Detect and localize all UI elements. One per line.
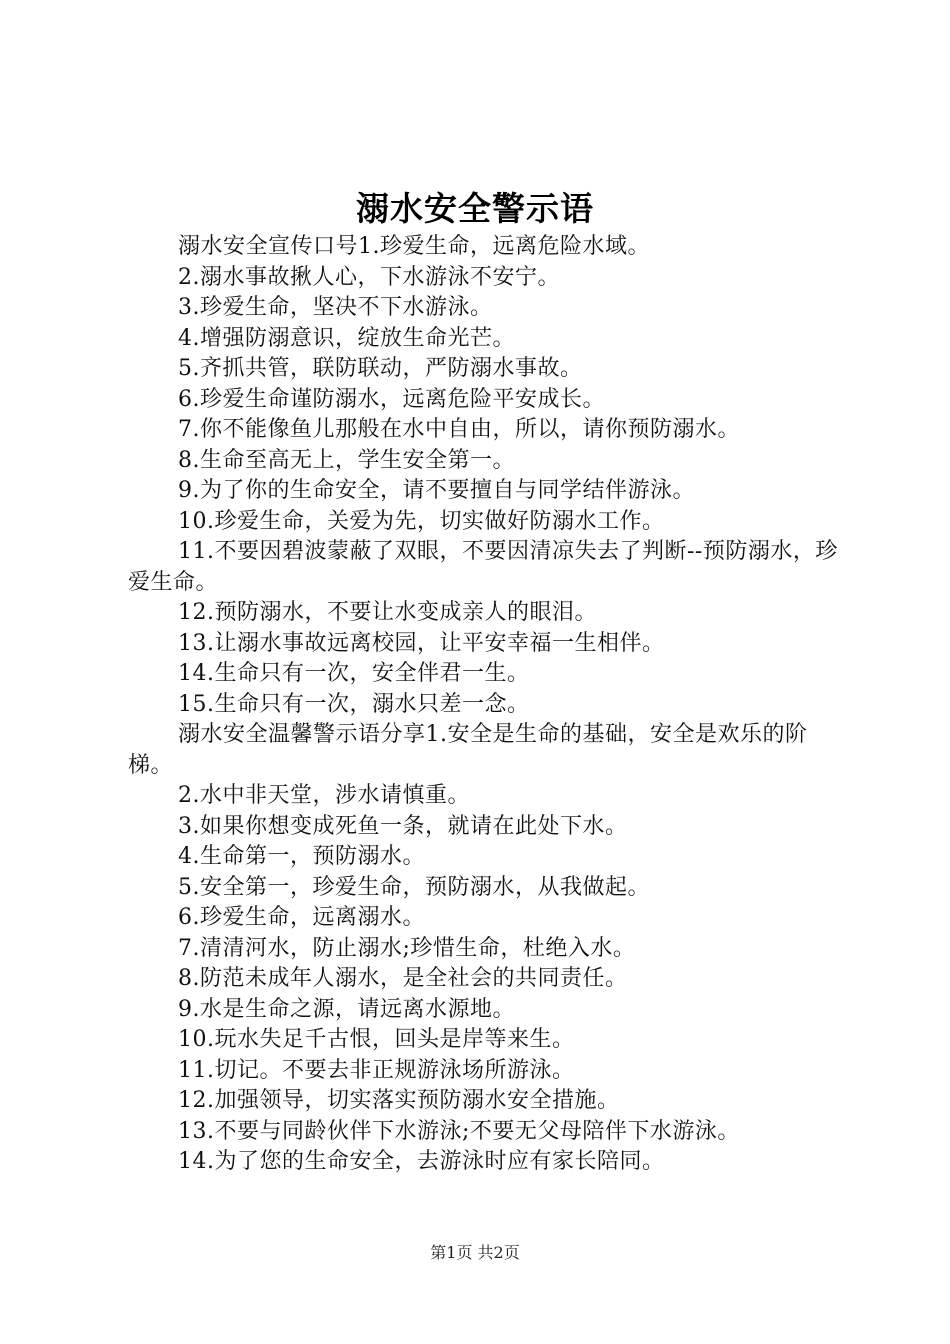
paragraph: 12.加强领导，切实落实预防溺水安全措施。 xyxy=(178,1088,620,1113)
paragraph: 7.你不能像鱼儿那般在水中自由，所以，请你预防溺水。 xyxy=(178,417,740,442)
paragraph: 5.齐抓共管，联防联动，严防溺水事故。 xyxy=(178,356,583,381)
paragraph: 14.生命只有一次，安全伴君一生。 xyxy=(178,661,530,686)
paragraph: 13.不要与同龄伙伴下水游泳;不要无父母陪伴下水游泳。 xyxy=(178,1118,740,1144)
paragraph: 10.珍爱生命，关爱为先，切实做好防溺水工作。 xyxy=(178,508,665,534)
paragraph: 11.切记。不要去非正规游泳场所游泳。 xyxy=(178,1057,575,1083)
paragraph: 10.玩水失足千古恨，回头是岸等来生。 xyxy=(178,1027,575,1052)
paragraph: 8.防范未成年人溺水，是全社会的共同责任。 xyxy=(178,966,628,991)
paragraph: 溺水安全温馨警示语分享1.安全是生命的基础，安全是欢乐的阶梯。 xyxy=(128,722,808,778)
document-title: 溺水安全警示语 xyxy=(356,189,594,228)
paragraph: 溺水安全宣传口号1.珍爱生命，远离危险水域。 xyxy=(178,234,650,259)
paragraph: 6.珍爱生命谨防溺水，远离危险平安成长。 xyxy=(178,386,605,412)
paragraph: 4.生命第一，预防溺水。 xyxy=(178,844,425,869)
document-body xyxy=(128,232,838,1178)
page-footer: 第1页 共2页 xyxy=(430,1243,520,1262)
paragraph: 5.安全第一，珍爱生命，预防溺水，从我做起。 xyxy=(178,874,650,900)
paragraph: 3.珍爱生命，坚决不下水游泳。 xyxy=(178,295,493,320)
paragraph: 9.为了你的生命安全，请不要擅自与同学结伴游泳。 xyxy=(178,478,695,503)
paragraph: 13.让溺水事故远离校园，让平安幸福一生相伴。 xyxy=(178,630,665,656)
paragraph: 8.生命至高无上，学生安全第一。 xyxy=(178,447,515,473)
paragraph: 2.水中非天堂，涉水请慎重。 xyxy=(178,783,470,808)
paragraph: 9.水是生命之源，请远离水源地。 xyxy=(178,996,515,1022)
paragraph: 12.预防溺水，不要让水变成亲人的眼泪。 xyxy=(178,600,597,625)
paragraph: 11.不要因碧波蒙蔽了双眼，不要因清凉失去了判断--预防溺水，珍爱生命。 xyxy=(128,539,838,595)
paragraph: 7.清清河水，防止溺水;珍惜生命，杜绝入水。 xyxy=(178,935,636,961)
paragraph: 2.溺水事故揪人心，下水游泳不安宁。 xyxy=(178,264,560,290)
paragraph: 15.生命只有一次，溺水只差一念。 xyxy=(178,691,530,717)
paragraph: 4.增强防溺意识，绽放生命光芒。 xyxy=(178,325,515,351)
paragraph: 14.为了您的生命安全，去游泳时应有家长陪同。 xyxy=(178,1149,665,1174)
paragraph: 6.珍爱生命，远离溺水。 xyxy=(178,905,425,930)
paragraph: 3.如果你想变成死鱼一条，就请在此处下水。 xyxy=(178,813,628,839)
